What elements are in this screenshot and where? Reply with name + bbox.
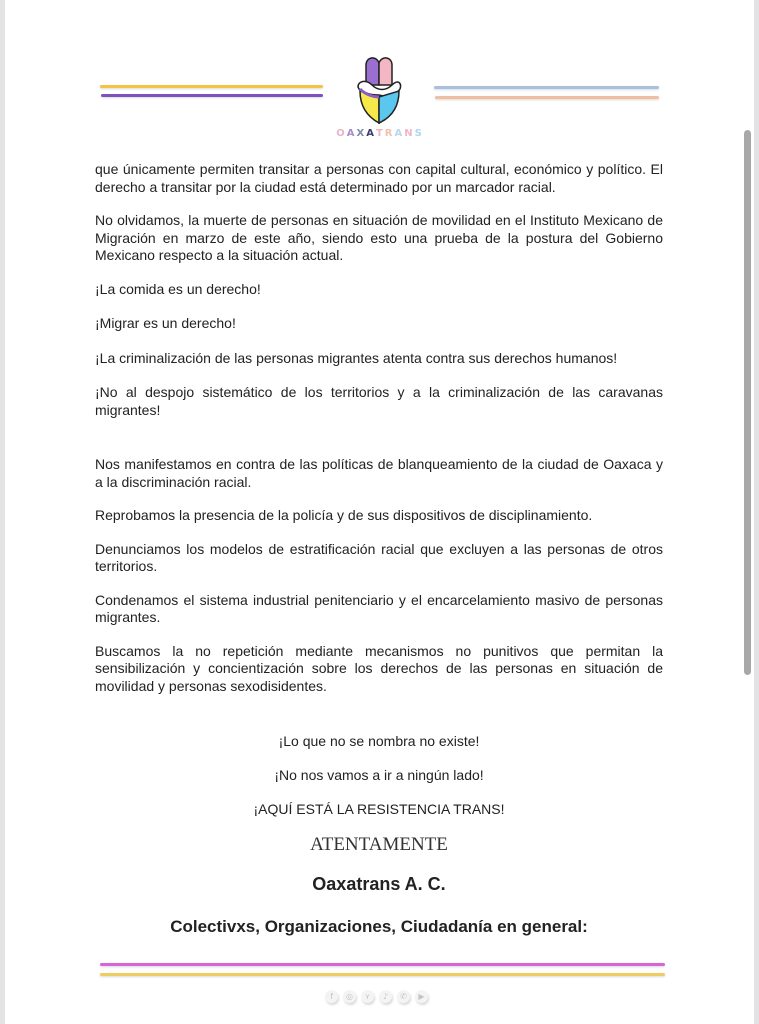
twitter-icon[interactable]: ʏ: [361, 990, 374, 1003]
slogan: ¡Migrar es un derecho!: [95, 315, 236, 331]
brand-wordmark: [330, 128, 430, 139]
brand-letter: X: [356, 128, 367, 139]
oaxatrans-logo-icon: [352, 55, 406, 125]
brand-letter: S: [414, 128, 424, 139]
instagram-icon[interactable]: ◎: [343, 990, 356, 1003]
addressees: Colectivxs, Organizaciones, Ciudadanía en general:: [170, 917, 588, 936]
closing-slogan: ¡AQUÍ ESTÁ LA RESISTENCIA TRANS!: [253, 801, 505, 817]
tiktok-icon[interactable]: ♪: [379, 990, 392, 1003]
brand-letter: A: [366, 128, 376, 139]
statement: Condenamos el sistema industrial penitenciario y el encarcelamiento masivo de personas migrantes.: [95, 591, 663, 625]
header-rule-left-top: [100, 85, 323, 88]
whatsapp-icon[interactable]: ✆: [397, 990, 410, 1003]
header-rule-left-bottom: [101, 94, 323, 97]
closing-slogan: ¡No nos vamos a ir a ningún lado!: [274, 767, 484, 783]
slogan: ¡La criminalización de las personas migrantes atenta contra sus derechos humanos!: [95, 349, 618, 366]
closing-slogan: ¡Lo que no se nombra no existe!: [278, 733, 480, 749]
brand-letter: R: [384, 128, 395, 139]
brand-letter: T: [375, 128, 385, 139]
letter-body: [95, 161, 663, 711]
header-rule-right-bottom: [435, 96, 659, 99]
header-rule-right-top: [434, 86, 659, 89]
sign-off: ATENTAMENTE: [310, 834, 448, 855]
facebook-icon[interactable]: f: [325, 990, 338, 1003]
scrollbar-thumb[interactable]: [744, 130, 751, 675]
brand-letter: A: [394, 128, 405, 139]
statement: Nos manifestamos en contra de las políticas de blanqueamiento de la ciudad de Oaxaca y a la discriminación racial.: [95, 456, 663, 490]
brand-letter: N: [404, 128, 415, 139]
footer-rule-top: [100, 963, 665, 966]
page-edge-right: [754, 0, 759, 1024]
statement: Denunciamos los modelos de estratificación racial que excluyen a las personas de otros territorios.: [95, 540, 663, 574]
slogan: ¡La comida es un derecho!: [95, 280, 261, 297]
footer-rule-bottom: [100, 973, 665, 976]
statement: Reprobamos la presencia de la policía y de sus dispositivos de disciplinamiento.: [95, 507, 593, 523]
statement: Buscamos la no repetición mediante mecanismos no punitivos que permitan la sensibilización y concientización sobre los derechos de las personas en situación de movilidad y personas sexodisidentes.: [95, 642, 663, 694]
slogan: ¡No al despojo sistemático de los territorios y a la criminalización de las caravanas migrantes!: [95, 384, 663, 418]
paragraph: No olvidamos, la muerte de personas en situación de movilidad en el Instituto Mexicano de Migración en marzo de este año, siendo esto una prueba de la postura del Gobierno Mexicano respecto a la situación actual.: [95, 212, 663, 263]
brand-letter: O: [336, 128, 347, 139]
youtube-icon[interactable]: ▶: [415, 990, 428, 1003]
social-icons: [325, 990, 428, 1003]
brand-letter: A: [346, 128, 357, 139]
organization-name: Oaxatrans A. C.: [312, 874, 446, 894]
page-edge-left: [0, 0, 5, 1024]
paragraph: que únicamente permiten transitar a personas con capital cultural, económico y político. El derecho a transitar por la ciudad está determinado por un marcador racial.: [95, 161, 663, 195]
